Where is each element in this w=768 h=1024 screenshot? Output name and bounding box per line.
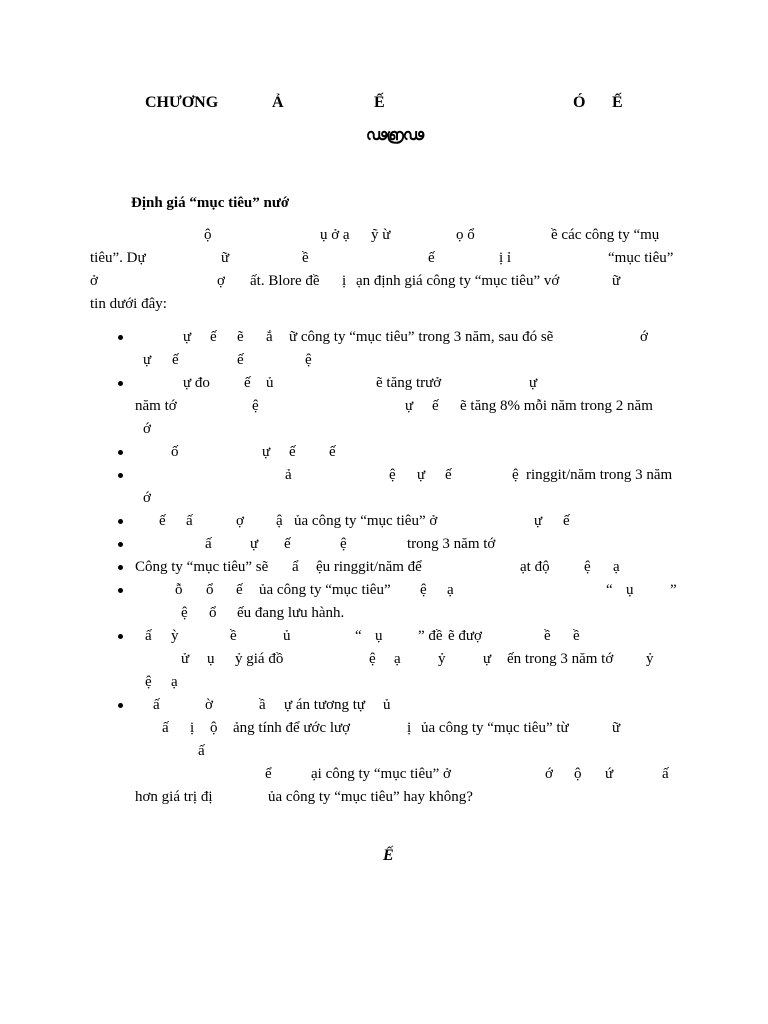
list-item-text-fragment: ạt độ [520, 559, 550, 575]
list-item-text-fragment: ấ [662, 766, 669, 782]
list-item-text-fragment: ữ công ty “mục tiêu” trong 3 năm, sau đó sẽ [289, 329, 554, 345]
list-item-text-fragment: ệ [252, 398, 259, 414]
ornament-divider: ഢ൏ഢ [366, 127, 424, 144]
list-item-text-fragment: ợ [236, 513, 244, 529]
list-item-text-fragment: ạ [394, 651, 401, 667]
list-item-text-fragment: ế [329, 444, 336, 460]
list-item-text-fragment: ỷ [646, 651, 654, 667]
bullet-dot-icon [118, 335, 123, 340]
list-item-text-fragment: ụ [375, 628, 383, 644]
list-item-text-fragment: ế [432, 398, 439, 414]
list-item-text-fragment: ủ [266, 375, 274, 391]
list-item-text-fragment: ổ [209, 605, 217, 621]
list-item-text-fragment: ” [670, 582, 677, 598]
list-item-text-fragment: ự án tương tự [284, 697, 366, 713]
paragraph-text-fragment: ở [90, 273, 98, 289]
list-item-text-fragment: ụ [207, 651, 215, 667]
paragraph-text-fragment: ị ỉ [499, 250, 512, 266]
list-item-text-fragment: ấ [162, 720, 169, 736]
list-item-text-fragment: ẽ tăng trưở [376, 375, 442, 391]
list-item-text-fragment: ệ [389, 467, 396, 483]
list-item-text-fragment: ế [284, 536, 291, 552]
list-item-text-fragment: ự [405, 398, 414, 414]
list-item-text-fragment: ủa công ty “mục tiêu” hay không? [268, 789, 473, 805]
list-item-text-fragment: ố [171, 444, 179, 460]
list-item-text-fragment: ẽ tăng 8% mỗi năm trong 2 năm [460, 398, 653, 414]
list-item-text-fragment: ệ [181, 605, 188, 621]
page-footer-glyph: Ế [383, 847, 394, 864]
list-item-text-fragment: ế [236, 582, 243, 598]
paragraph-text-fragment: ữ [612, 273, 621, 289]
section-heading: Định giá “mục tiêu” nướ [131, 195, 290, 211]
list-item-text-fragment: ỷ [438, 651, 446, 667]
list-item-text-fragment: ệ [369, 651, 376, 667]
list-item-text-fragment: ự [417, 467, 426, 483]
list-item-text-fragment: ế [237, 352, 244, 368]
list-item-text-fragment: ấ [186, 513, 193, 529]
list-item-text-fragment: ự [483, 651, 492, 667]
bullet-dot-icon [118, 381, 123, 386]
list-item-text-fragment: ự [534, 513, 543, 529]
list-item-text-fragment: ế [244, 375, 251, 391]
list-item-text-fragment: ự [262, 444, 271, 460]
list-item-text-fragment: ế [289, 444, 296, 460]
list-item-text-fragment: ủa công ty “mục tiêu” từ [421, 720, 569, 736]
list-item-text-fragment: “ [606, 582, 613, 598]
list-item-text-fragment: ảng tính để ước lượ [233, 720, 351, 736]
list-item-text-fragment: ạ [171, 674, 178, 690]
chapter-title-glyph: Ế [374, 94, 385, 111]
paragraph-text-fragment: ế [428, 250, 435, 266]
bullet-dot-icon [118, 565, 123, 570]
paragraph-text-fragment: ợ [217, 273, 225, 289]
list-item-text-fragment: hơn giá trị đị [135, 789, 213, 805]
paragraph-text-fragment: ề [302, 250, 309, 266]
list-item-text-fragment: ớ [545, 766, 553, 782]
paragraph-text-fragment: ề các công ty “mụ [551, 227, 660, 243]
chapter-title-glyph: Ả [272, 94, 284, 111]
chapter-title-glyph: Ế [612, 94, 623, 111]
list-item-text-fragment: ắ [266, 329, 273, 345]
list-item-text-fragment: ỷ giá đồ [235, 651, 284, 667]
list-item-text-fragment: ệ [340, 536, 347, 552]
list-item-text-fragment: ỗ [175, 582, 183, 598]
list-item-text-fragment: “ [355, 628, 362, 644]
list-item-text-fragment: ể [265, 766, 272, 782]
list-item-text-fragment: ủ [383, 697, 391, 713]
list-item-text-fragment: ấ [205, 536, 212, 552]
list-item-text-fragment: ự [183, 329, 192, 345]
list-item-text-fragment: ự [529, 375, 538, 391]
list-item-text-fragment: ệ [584, 559, 591, 575]
list-item-text-fragment: ự [250, 536, 259, 552]
list-item-text-fragment: ớ [640, 329, 648, 345]
list-item-text-fragment: ạ [613, 559, 620, 575]
list-item-text-fragment: ờ [205, 697, 213, 713]
list-item-text-fragment: năm tớ [135, 398, 177, 414]
chapter-title-glyph: Ó [573, 94, 586, 111]
paragraph-text-fragment: “mục tiêu” [608, 250, 674, 266]
list-item-text-fragment: ỳ [171, 628, 179, 644]
list-item-text-fragment: ự đo [183, 375, 210, 391]
list-item-text-fragment: ệ [512, 467, 519, 483]
list-item-text-fragment: ế [210, 329, 217, 345]
list-item-text-fragment: ề [230, 628, 237, 644]
list-item-text-fragment: ớ [143, 490, 151, 506]
paragraph-text-fragment: tin dưới đây: [90, 296, 167, 312]
paragraph-text-fragment: ị [342, 273, 347, 289]
list-item-text-fragment: ộ [574, 766, 582, 782]
list-item-text-fragment: ự [143, 352, 152, 368]
bullet-dot-icon [118, 542, 123, 547]
bullet-dot-icon [118, 519, 123, 524]
paragraph-text-fragment: ữ [221, 250, 230, 266]
list-item-text-fragment: trong 3 năm tớ [407, 536, 496, 552]
chapter-title-word: CHƯƠNG [145, 94, 219, 111]
list-item-text-fragment: ị [190, 720, 195, 736]
list-item-text-fragment: ệ [420, 582, 427, 598]
list-item-text-fragment: ếu đang lưu hành. [237, 605, 345, 621]
list-item-text-fragment: ị [407, 720, 412, 736]
list-item-text-fragment: ế [159, 513, 166, 529]
paragraph-text-fragment: ộ [204, 227, 212, 243]
paragraph-text-fragment: ạn định giá công ty “mục tiêu” vớ [356, 273, 560, 289]
list-item-text-fragment: ả [285, 467, 292, 483]
list-item-text-fragment: ẽ [237, 329, 244, 345]
list-item-text-fragment: ầ [259, 697, 266, 713]
list-item-text-fragment: ệ [145, 674, 152, 690]
list-item-text-fragment: ệ [305, 352, 312, 368]
list-item-text-fragment: ế [563, 513, 570, 529]
list-item-text-fragment: ớ [143, 421, 151, 437]
bullet-dot-icon [118, 634, 123, 639]
list-item-text-fragment: ấ [198, 743, 205, 759]
list-item-text-fragment: ấ [153, 697, 160, 713]
list-item-text-fragment: ủ [283, 628, 291, 644]
paragraph-text-fragment: ọ ổ [456, 227, 475, 243]
list-item-text-fragment: ẩ [292, 559, 299, 575]
list-item-text-fragment: ế [172, 352, 179, 368]
paragraph-text-fragment: tiêu”. Dự [90, 250, 146, 266]
list-item-text-fragment: ủa công ty “mục tiêu” [259, 582, 391, 598]
list-item-text-fragment: ữ [612, 720, 621, 736]
list-item-text-fragment: ụ [626, 582, 634, 598]
list-item-text-fragment: ổ [206, 582, 214, 598]
list-item-text-fragment: ringgit/năm trong 3 năm [526, 467, 673, 483]
bullet-dot-icon [118, 473, 123, 478]
list-item-text-fragment: ạ [447, 582, 454, 598]
paragraph-text-fragment: ụ ở ạ [320, 227, 350, 243]
paragraph-text-fragment: ất. Blore đề [250, 273, 320, 289]
list-item-text-fragment: ại công ty “mục tiêu” ở [311, 766, 451, 782]
list-item-text-fragment: ề [573, 628, 580, 644]
list-item-text-fragment: ộ [210, 720, 218, 736]
bullet-dot-icon [118, 703, 123, 708]
bullet-dot-icon [118, 450, 123, 455]
list-item-text-fragment: ấ [145, 628, 152, 644]
list-item-text-fragment: ử [181, 651, 190, 667]
list-item-text-fragment: ậ [276, 513, 283, 529]
list-item-text-fragment: ệu ringgit/năm để [316, 559, 422, 575]
paragraph-text-fragment: ỹ ừ [371, 227, 391, 243]
list-item-text-fragment: Công ty “mục tiêu” sẽ [135, 559, 269, 575]
list-item-text-fragment: ẽ đượ [448, 628, 482, 644]
list-item-text-fragment: ứ [605, 766, 614, 782]
list-item-text-fragment: ” đề [418, 628, 443, 644]
list-item-text-fragment: ề [544, 628, 551, 644]
list-item-text-fragment: ủa công ty “mục tiêu” ở [294, 513, 438, 529]
bullet-dot-icon [118, 588, 123, 593]
list-item-text-fragment: ến trong 3 năm tớ [507, 651, 614, 667]
list-item-text-fragment: ế [445, 467, 452, 483]
